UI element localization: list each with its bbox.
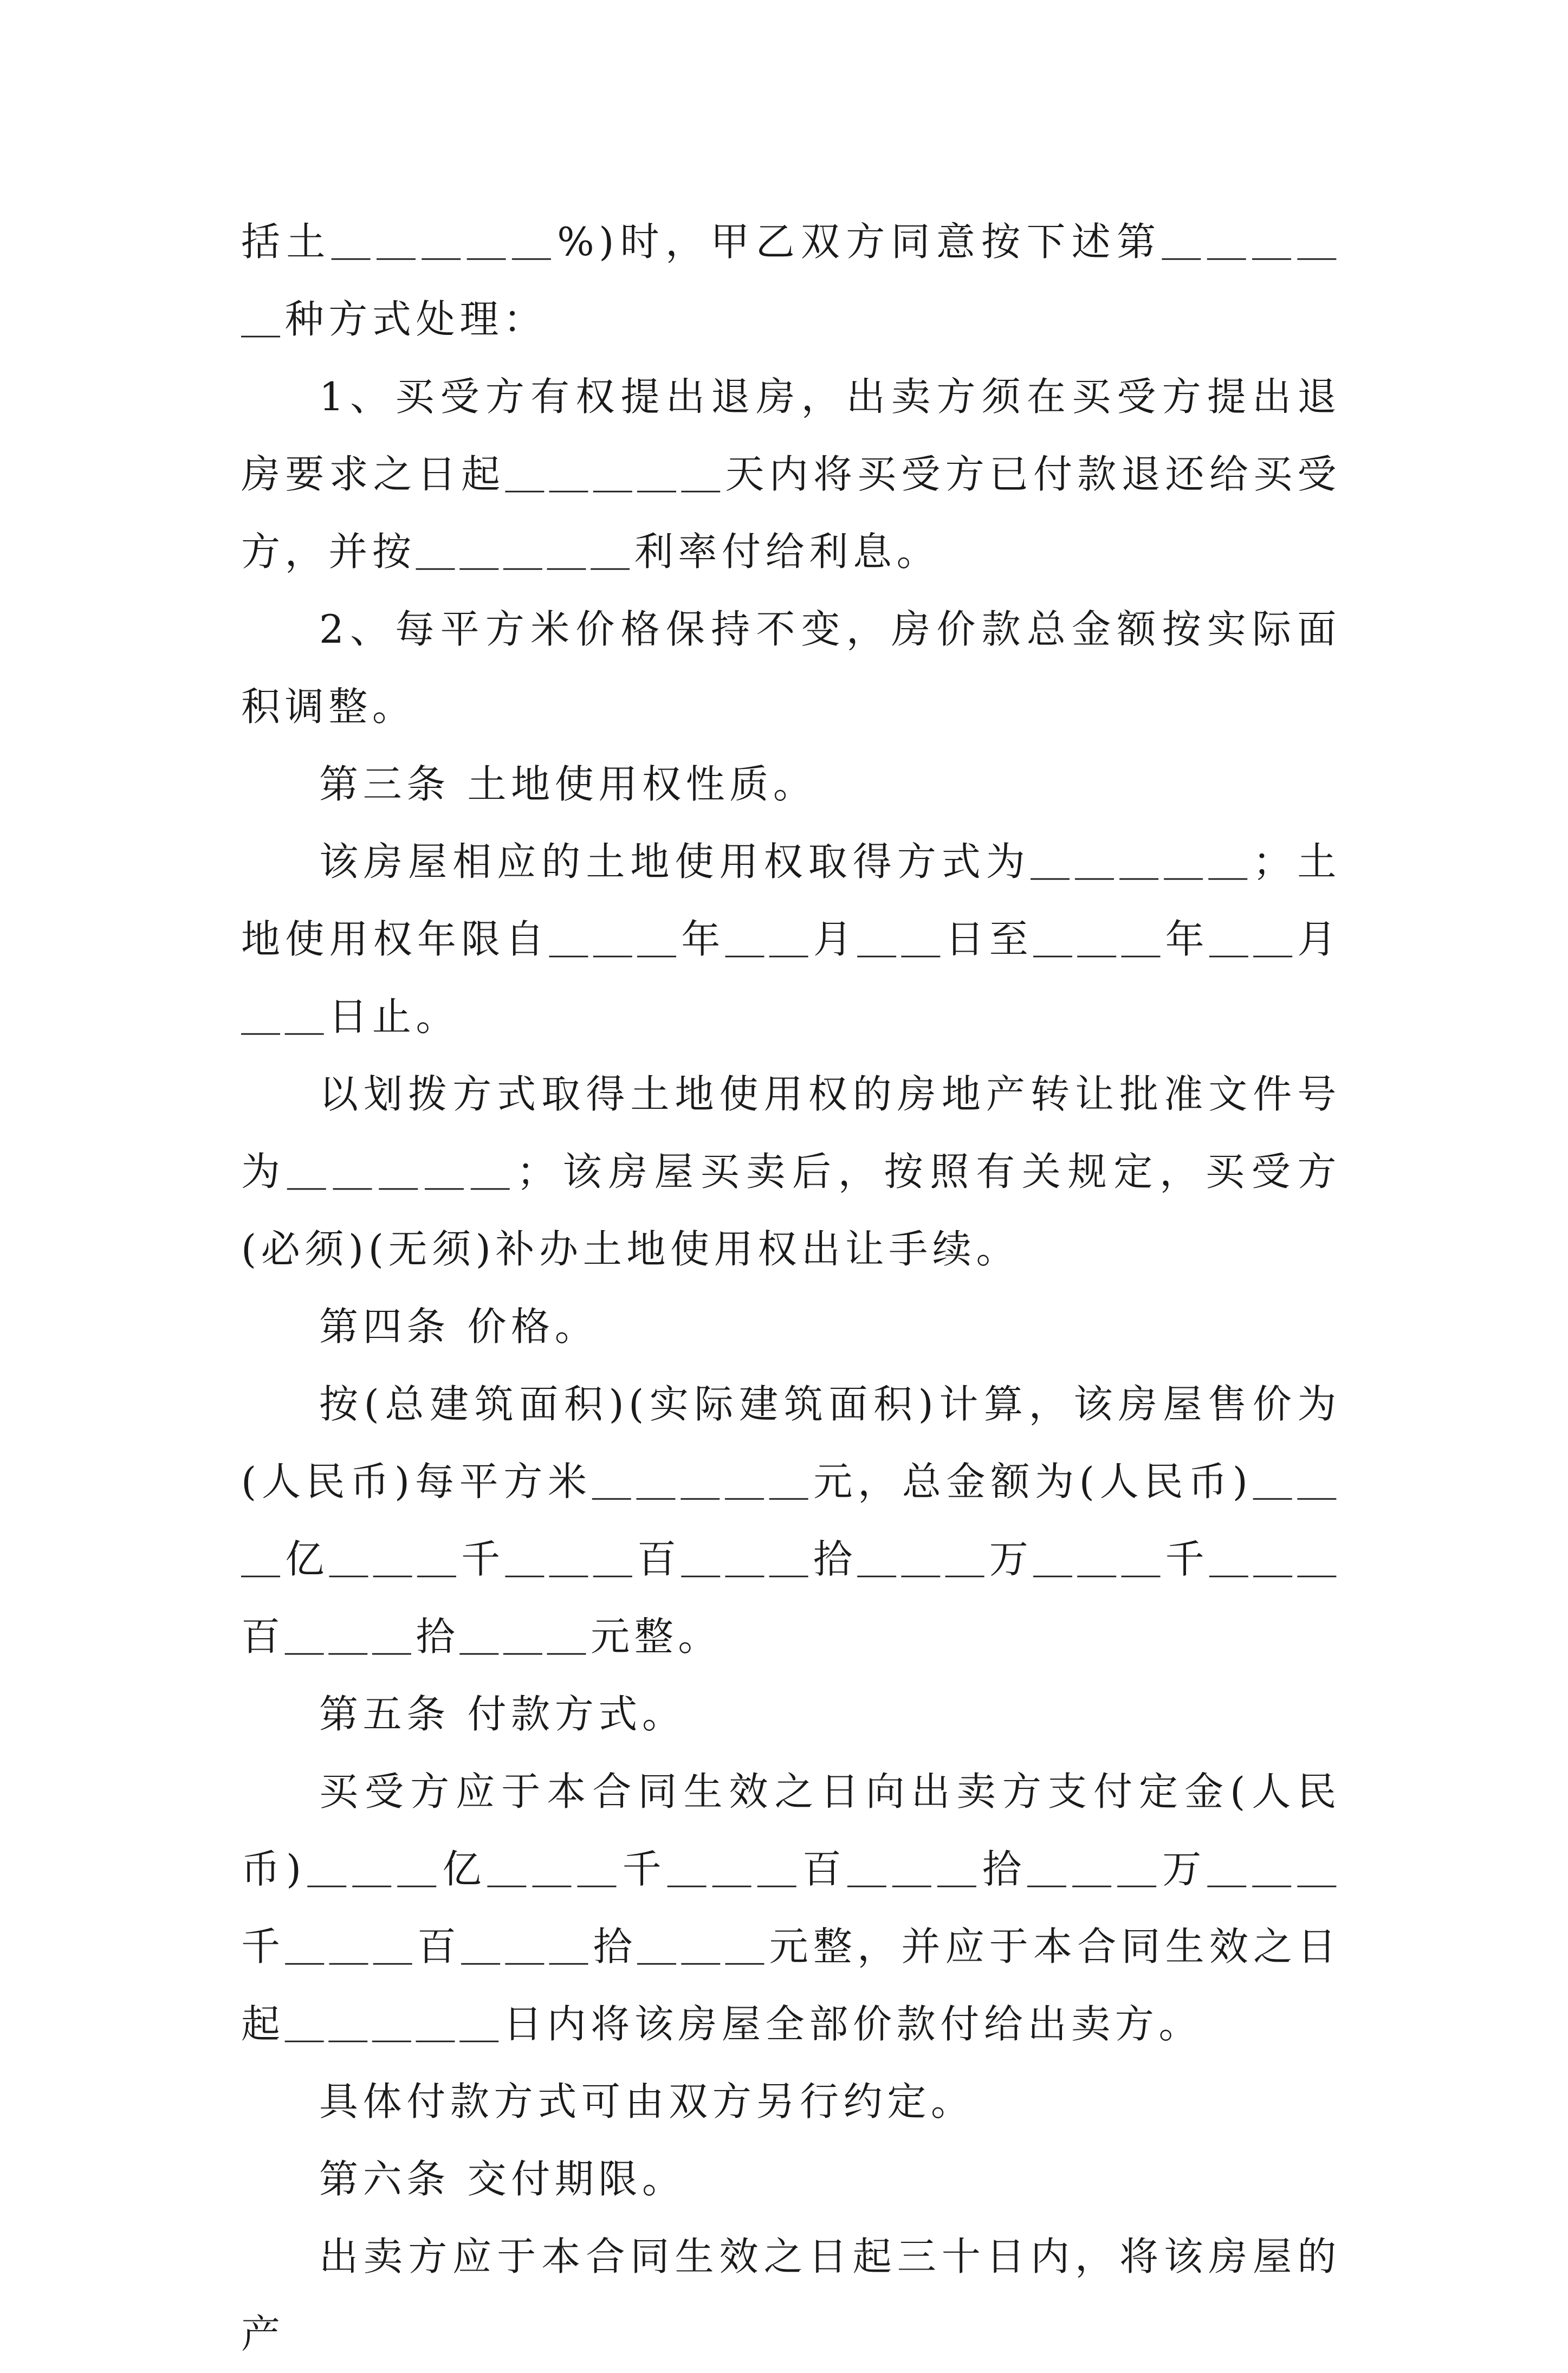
document-body xyxy=(241,203,1341,2373)
paragraph: 以划拨方式取得土地使用权的房地产转让批准文件号为＿＿＿＿＿；该房屋买卖后，按照有关规定，买受方(必须)(无须)补办土地使用权出让手续。 xyxy=(241,1071,1341,1272)
paragraph: 2、每平方米价格保持不变，房价款总金额按实际面积调整。 xyxy=(241,606,1341,729)
section-heading: 第四条 价格。 xyxy=(319,1304,599,1349)
paragraph: 该房屋相应的土地使用权取得方式为＿＿＿＿＿；土地使用权年限自＿＿＿年＿＿月＿＿日至＿＿＿年＿＿月＿＿日止。 xyxy=(241,839,1341,1039)
paragraph: 出卖方应于本合同生效之日起三十日内，将该房屋的产 xyxy=(241,2234,1341,2357)
section-heading: 第三条 土地使用权性质。 xyxy=(319,761,817,807)
section-heading: 第六条 交付期限。 xyxy=(319,2156,686,2202)
paragraph: 买受方应于本合同生效之日向出卖方支付定金(人民币)＿＿＿亿＿＿＿千＿＿＿百＿＿＿拾＿＿＿万＿＿＿千＿＿＿百＿＿＿拾＿＿＿元整，并应于本合同生效之日起＿＿＿＿＿日内将该房屋全部价款付给出卖方。 xyxy=(241,1769,1341,2047)
paragraph: 具体付款方式可由双方另行约定。 xyxy=(319,2079,975,2124)
paragraph: 按(总建筑面积)(实际建筑面积)计算，该房屋售价为(人民币)每平方米＿＿＿＿＿元，总金额为(人民币)＿＿＿亿＿＿＿千＿＿＿百＿＿＿拾＿＿＿万＿＿＿千＿＿＿百＿＿＿拾＿＿＿元整。 xyxy=(241,1381,1341,1659)
section-heading: 第五条 付款方式。 xyxy=(319,1691,686,1737)
paragraph: 1、买受方有权提出退房，出卖方须在买受方提出退房要求之日起＿＿＿＿＿天内将买受方已付款退还给买受方，并按＿＿＿＿＿利率付给利息。 xyxy=(241,374,1341,574)
paragraph: 括土＿＿＿＿＿%)时，甲乙双方同意按下述第＿＿＿＿＿种方式处理： xyxy=(241,219,1341,342)
